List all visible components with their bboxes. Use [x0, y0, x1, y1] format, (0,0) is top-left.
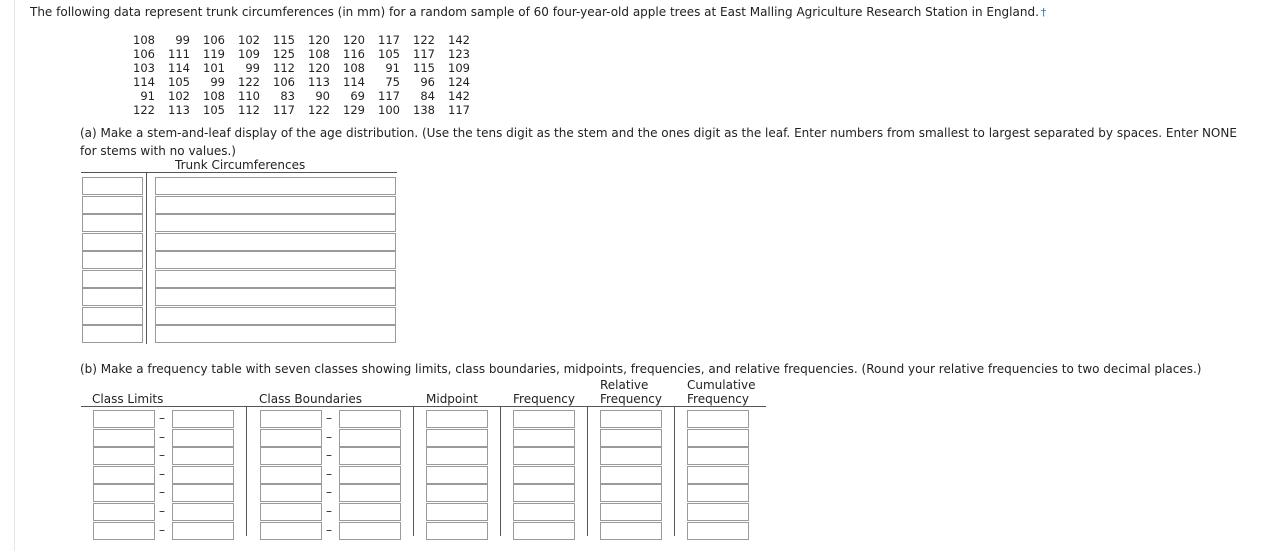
- data-value: 122: [413, 33, 435, 47]
- data-value: 105: [168, 75, 190, 89]
- class-lower-limit-input[interactable]: [93, 466, 155, 484]
- class-lower-boundary-input[interactable]: [260, 447, 322, 465]
- class-upper-boundary-input[interactable]: [339, 447, 401, 465]
- cumulative-frequency-input[interactable]: [687, 447, 749, 465]
- leaf-input[interactable]: [155, 196, 396, 214]
- data-value: 99: [245, 61, 260, 75]
- relative-frequency-input[interactable]: [600, 447, 662, 465]
- relative-frequency-input[interactable]: [600, 484, 662, 502]
- data-value: 96: [420, 75, 435, 89]
- class-lower-boundary-input[interactable]: [260, 429, 322, 447]
- data-value: 125: [273, 47, 295, 61]
- class-upper-boundary-input[interactable]: [339, 466, 401, 484]
- class-upper-boundary-input[interactable]: [339, 410, 401, 428]
- data-value: 110: [238, 89, 260, 103]
- class-lower-limit-input[interactable]: [93, 429, 155, 447]
- class-lower-limit-input[interactable]: [93, 484, 155, 502]
- range-dash: –: [326, 429, 332, 444]
- data-value: 123: [448, 47, 470, 61]
- intro-text: The following data represent trunk circumferences (in mm) for a random sample of 60 four-year-old apple trees at East Malling Agriculture Research Station in England.: [30, 5, 1039, 19]
- problem-intro: [30, 5, 1046, 19]
- class-lower-limit-input[interactable]: [93, 447, 155, 465]
- data-value: 114: [168, 61, 190, 75]
- stem-input[interactable]: [82, 325, 143, 343]
- leaf-input[interactable]: [155, 251, 396, 269]
- cumulative-frequency-input[interactable]: [687, 410, 749, 428]
- frequency-table-row: [0, 410, 1281, 428]
- data-value: 122: [308, 103, 330, 117]
- stem-input[interactable]: [82, 214, 143, 232]
- stem-input[interactable]: [82, 233, 143, 251]
- cumulative-frequency-header-line1: Cumulative: [687, 378, 756, 392]
- data-value: 113: [168, 103, 190, 117]
- range-dash: –: [326, 411, 332, 425]
- frequency-input[interactable]: [513, 447, 575, 465]
- data-value: 117: [448, 103, 470, 117]
- frequency-input[interactable]: [513, 522, 575, 540]
- class-upper-limit-input[interactable]: [172, 410, 234, 428]
- data-value: 117: [378, 89, 400, 103]
- data-value: 102: [168, 89, 190, 103]
- class-lower-boundary-input[interactable]: [260, 466, 322, 484]
- data-row: [122, 47, 472, 61]
- frequency-table-row: [0, 429, 1281, 447]
- class-lower-boundary-input[interactable]: [260, 484, 322, 502]
- frequency-header: Frequency: [513, 392, 575, 406]
- frequency-table-row: [0, 484, 1281, 502]
- class-upper-limit-input[interactable]: [172, 484, 234, 502]
- range-dash: –: [326, 448, 332, 463]
- stem-leaf-title: Trunk Circumferences: [175, 158, 306, 172]
- midpoint-input[interactable]: [426, 484, 488, 502]
- data-value: 91: [140, 89, 155, 103]
- relative-frequency-input[interactable]: [600, 503, 662, 521]
- data-value: 99: [175, 33, 190, 47]
- frequency-table-row: [0, 447, 1281, 465]
- part-a-instructions: (a) Make a stem-and-leaf display of the age distribution. (Use the tens digit as the stem and the ones digit as the leaf. Enter numbers from smallest to largest separated by spaces. Enter NONE for stems with no values.): [80, 126, 1237, 158]
- data-row: [122, 75, 472, 89]
- data-value: 120: [308, 61, 330, 75]
- range-dash: –: [159, 522, 165, 537]
- cumulative-frequency-input[interactable]: [687, 466, 749, 484]
- midpoint-header: Midpoint: [426, 392, 478, 406]
- footnote-link[interactable]: †: [1040, 6, 1047, 19]
- data-value: 105: [378, 47, 400, 61]
- data-value: 115: [413, 61, 435, 75]
- data-value: 119: [203, 47, 225, 61]
- stem-input[interactable]: [82, 270, 143, 288]
- frequency-input[interactable]: [513, 410, 575, 428]
- class-upper-limit-input[interactable]: [172, 522, 234, 540]
- part-b-instructions: (b) Make a frequency table with seven classes showing limits, class boundaries, midpoints, frequencies, and relative frequencies. (Round your relative frequencies to two decimal places.): [80, 362, 1202, 376]
- class-lower-limit-input[interactable]: [93, 522, 155, 540]
- data-value: 106: [133, 47, 155, 61]
- relative-frequency-input[interactable]: [600, 429, 662, 447]
- relative-frequency-header: [600, 378, 662, 406]
- data-value: 112: [273, 61, 295, 75]
- frequency-table-row: [0, 522, 1281, 540]
- cumulative-frequency-header-line2: Frequency: [687, 392, 749, 406]
- data-value: 117: [378, 33, 400, 47]
- data-value: 142: [448, 89, 470, 103]
- data-value: 117: [273, 103, 295, 117]
- data-value: 109: [238, 47, 260, 61]
- class-lower-boundary-input[interactable]: [260, 522, 322, 540]
- midpoint-input[interactable]: [426, 429, 488, 447]
- data-value: 120: [343, 33, 365, 47]
- data-value: 106: [273, 75, 295, 89]
- midpoint-input[interactable]: [426, 410, 488, 428]
- frequency-input[interactable]: [513, 466, 575, 484]
- relative-frequency-input[interactable]: [600, 522, 662, 540]
- cumulative-frequency-input[interactable]: [687, 503, 749, 521]
- frequency-table-header-rule: [81, 406, 766, 407]
- class-upper-boundary-input[interactable]: [339, 522, 401, 540]
- data-value: 102: [238, 33, 260, 47]
- midpoint-input[interactable]: [426, 466, 488, 484]
- data-value: 114: [133, 75, 155, 89]
- midpoint-input[interactable]: [426, 447, 488, 465]
- class-limits-header: Class Limits: [92, 392, 164, 406]
- data-value: 138: [413, 103, 435, 117]
- leaf-input[interactable]: [155, 270, 396, 288]
- frequency-table-row: [0, 466, 1281, 484]
- data-value: 108: [308, 47, 330, 61]
- data-value: 122: [133, 103, 155, 117]
- class-upper-boundary-input[interactable]: [339, 484, 401, 502]
- data-value: 103: [133, 61, 155, 75]
- relative-frequency-input[interactable]: [600, 466, 662, 484]
- class-upper-limit-input[interactable]: [172, 466, 234, 484]
- circumference-data-table: [122, 33, 472, 117]
- stem-leaf-header-rule: [81, 172, 397, 173]
- data-value: 115: [273, 33, 295, 47]
- relative-frequency-header-line1: Relative: [600, 378, 649, 392]
- data-value: 116: [343, 47, 365, 61]
- leaf-input[interactable]: [155, 307, 396, 325]
- data-value: 108: [133, 33, 155, 47]
- stem-input[interactable]: [82, 307, 143, 325]
- leaf-input[interactable]: [155, 177, 396, 195]
- frequency-input[interactable]: [513, 503, 575, 521]
- data-value: 105: [203, 103, 225, 117]
- data-value: 129: [343, 103, 365, 117]
- frequency-input[interactable]: [513, 429, 575, 447]
- data-value: 90: [315, 89, 330, 103]
- data-value: 75: [385, 75, 400, 89]
- data-value: 112: [238, 103, 260, 117]
- stem-input[interactable]: [82, 196, 143, 214]
- data-value: 84: [420, 89, 435, 103]
- class-boundaries-header: Class Boundaries: [259, 392, 363, 406]
- data-value: 83: [280, 89, 295, 103]
- range-dash: –: [159, 411, 165, 425]
- data-value: 142: [448, 33, 470, 47]
- data-value: 108: [203, 89, 225, 103]
- data-value: 111: [168, 47, 190, 61]
- data-row: [122, 103, 472, 117]
- stem-input[interactable]: [82, 251, 143, 269]
- class-upper-limit-input[interactable]: [172, 503, 234, 521]
- leaf-input[interactable]: [155, 325, 396, 343]
- stem-input[interactable]: [82, 288, 143, 306]
- data-value: 113: [308, 75, 330, 89]
- range-dash: –: [159, 448, 165, 463]
- leaf-input[interactable]: [155, 233, 396, 251]
- leaf-input[interactable]: [155, 214, 396, 232]
- data-value: 117: [413, 47, 435, 61]
- data-value: 108: [343, 61, 365, 75]
- range-dash: –: [159, 504, 165, 518]
- data-value: 114: [343, 75, 365, 89]
- relative-frequency-header-line2: Frequency: [600, 392, 662, 406]
- cumulative-frequency-input[interactable]: [687, 522, 749, 540]
- leaf-input[interactable]: [155, 288, 396, 306]
- data-value: 91: [385, 61, 400, 75]
- range-dash: –: [326, 522, 332, 537]
- frequency-input[interactable]: [513, 484, 575, 502]
- cumulative-frequency-input[interactable]: [687, 484, 749, 502]
- data-row: [122, 61, 472, 75]
- cumulative-frequency-input[interactable]: [687, 429, 749, 447]
- relative-frequency-input[interactable]: [600, 410, 662, 428]
- class-lower-boundary-input[interactable]: [260, 503, 322, 521]
- class-upper-boundary-input[interactable]: [339, 429, 401, 447]
- range-dash: –: [326, 485, 332, 500]
- class-upper-limit-input[interactable]: [172, 429, 234, 447]
- data-value: 100: [378, 103, 400, 117]
- data-value: 106: [203, 33, 225, 47]
- data-value: 99: [210, 75, 225, 89]
- data-value: 120: [308, 33, 330, 47]
- data-value: 109: [448, 61, 470, 75]
- range-dash: –: [326, 504, 332, 518]
- data-value: 101: [203, 61, 225, 75]
- class-lower-limit-input[interactable]: [93, 410, 155, 428]
- class-lower-limit-input[interactable]: [93, 503, 155, 521]
- class-lower-boundary-input[interactable]: [260, 410, 322, 428]
- data-row: [122, 89, 472, 103]
- data-value: 122: [238, 75, 260, 89]
- range-dash: –: [326, 466, 332, 481]
- data-value: 69: [350, 89, 365, 103]
- range-dash: –: [159, 466, 165, 481]
- midpoint-input[interactable]: [426, 503, 488, 521]
- range-dash: –: [159, 429, 165, 444]
- stem-leaf-divider: [146, 172, 147, 344]
- range-dash: –: [159, 485, 165, 500]
- data-row: [122, 33, 472, 47]
- class-upper-boundary-input[interactable]: [339, 503, 401, 521]
- data-value: 124: [448, 75, 470, 89]
- stem-input[interactable]: [82, 177, 143, 195]
- midpoint-input[interactable]: [426, 522, 488, 540]
- frequency-table-row: [0, 503, 1281, 521]
- class-upper-limit-input[interactable]: [172, 447, 234, 465]
- cumulative-frequency-header: [687, 378, 756, 406]
